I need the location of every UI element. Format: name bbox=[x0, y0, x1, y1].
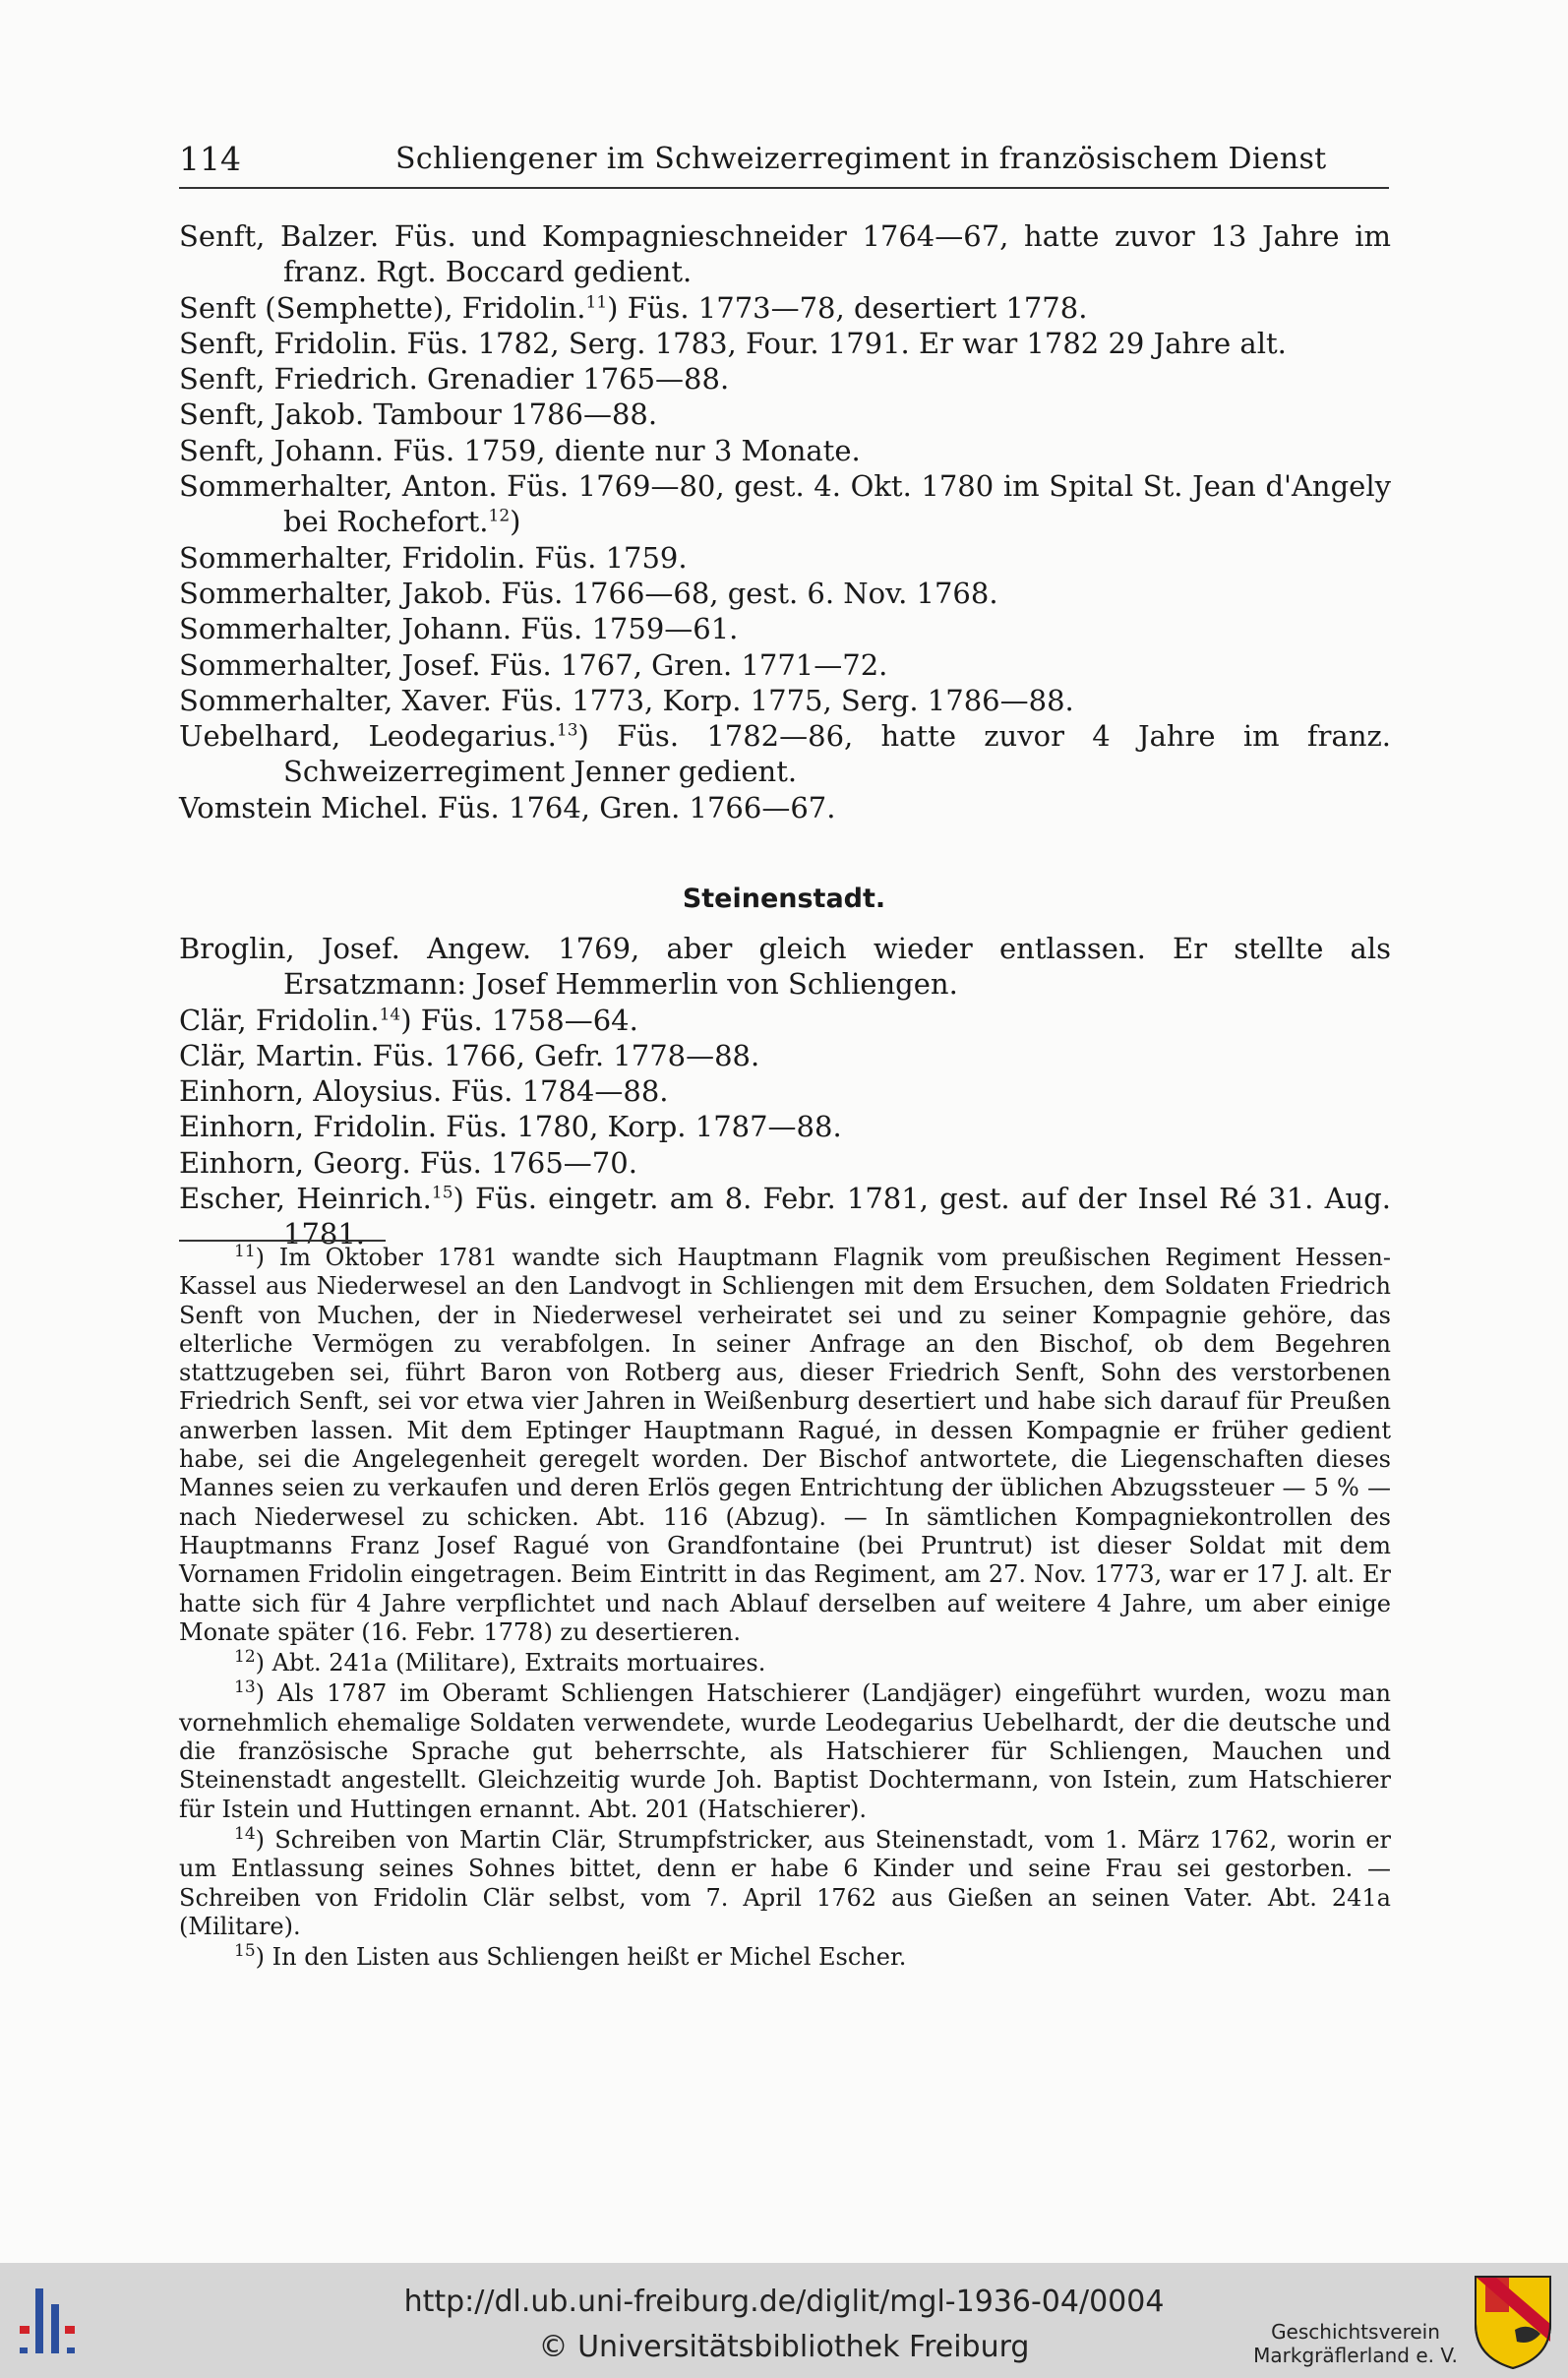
section-heading: Steinenstadt. bbox=[682, 884, 886, 914]
steinenstadt-roster bbox=[179, 931, 1391, 1252]
roster-entry: Senft, Jakob. Tambour 1786—88. bbox=[179, 397, 658, 432]
running-title: Schliengener im Schweizerregiment in französischem Dienst bbox=[395, 142, 1327, 176]
roster-entry: Senft (Semphette), Fridolin.$^{11}$) Füs. 1773—78, desertiert 1778. bbox=[179, 290, 1088, 325]
schliengen-roster bbox=[179, 218, 1391, 825]
footnote-ref: 11 bbox=[585, 291, 608, 312]
footnote: $^{12}$) Abt. 241a (Militare), Extraits mortuaires. bbox=[234, 1647, 766, 1677]
roster-entry: Uebelhard, Leodegarius.$^{13}$) Füs. 1782—86, hatte zuvor 4 Jahre im franz. Schweizerregiment Jenner gedient. bbox=[179, 719, 1391, 789]
footnote-number: 12 bbox=[234, 1647, 256, 1668]
roster-entry: Einhorn, Fridolin. Füs. 1780, Korp. 1787—88. bbox=[179, 1110, 842, 1144]
viewer-footer bbox=[0, 2263, 1568, 2378]
page-number: 114 bbox=[179, 140, 241, 178]
footnote-number: 14 bbox=[234, 1823, 256, 1844]
footnote-number: 13 bbox=[234, 1677, 256, 1698]
footnote: $^{15}$) In den Listen aus Schliengen heißt er Michel Escher. bbox=[234, 1941, 907, 1972]
document-url-link[interactable]: http://dl.ub.uni-freiburg.de/diglit/mgl-1936-04/0004 bbox=[403, 2285, 1165, 2319]
society-crest-icon bbox=[1472, 2273, 1554, 2371]
roster-entry: Clär, Fridolin.$^{14}$) Füs. 1758—64. bbox=[179, 1003, 638, 1037]
footnote-ref: 14 bbox=[379, 1004, 401, 1024]
roster-entry: Senft, Fridolin. Füs. 1782, Serg. 1783, Four. 1791. Er war 1782 29 Jahre alt. bbox=[179, 326, 1287, 360]
footnote: $^{11}$) Im Oktober 1781 wandte sich Hauptmann Flagnik vom preußischen Regiment Hessen-Kassel aus Niederwesel an den Landvogt in Schliengen mit dem Ersuchen, dem Soldaten Friedrich Senft von Muchen, der in Niederwesel verheiratet sei und zu seiner Kompagnie gehöre, das elterliche Vermögen zu verabfolgen. In seiner Anfrage an den Bischof, ob dem Begehren stattzugeben sei, führt Baron von Rotberg aus, dieser Friedrich Senft, Sohn des verstorbenen Friedrich Senft, sei vor etwa vier Jahren in Weißenburg desertiert und habe sich darauf für Preußen anwerben lassen. Mit dem Eptinger Hauptmann Ragué, in dessen Kompagnie er früher gedient habe, sei die Angelegenheit geregelt worden. Der Bischof antwortete, die Liegenschaften dieses Mannes seien zu verkaufen und deren Erlös gegen Entrichtung der üblichen Abzugssteuer — 5 % — nach Niederwesel zu schicken. Abt. 116 (Abzug). — In sämtlichen Kompagniekontrollen des Hauptmanns Franz Josef Ragué von Grandfontaine (bei Pruntrut) ist dieser Soldat mit dem Vornamen Fridolin eingetragen. Beim Eintritt in das Regiment, am 27. Nov. 1773, war er 17 J. alt. Er hatte sich für 4 Jahre verpflichtet und nach Ablauf derselben auf weitere 4 Jahre, um aber einige Monate später (16. Febr. 1778) zu desertieren. bbox=[179, 1242, 1391, 1646]
roster-entry: Sommerhalter, Jakob. Füs. 1766—68, gest. 6. Nov. 1768. bbox=[179, 576, 998, 610]
roster-entry: Sommerhalter, Fridolin. Füs. 1759. bbox=[179, 540, 688, 575]
roster-entry: Einhorn, Aloysius. Füs. 1784—88. bbox=[179, 1074, 669, 1109]
footnote-ref: 15 bbox=[431, 1183, 453, 1203]
footnote: $^{14}$) Schreiben von Martin Clär, Strumpfstricker, aus Steinenstadt, vom 1. März 1762, worin er um Entlassung seines Sohnes bittet, denn er habe 6 Kinder und seine Frau sei gestorben. — Schreiben von Fridolin Clär selbst, vom 7. April 1762 aus Gießen an seinen Vater. Abt. 241a (Militare). bbox=[179, 1823, 1391, 1940]
roster-entry: Vomstein Michel. Füs. 1764, Gren. 1766—67. bbox=[179, 790, 836, 824]
footnote-number: 15 bbox=[234, 1941, 256, 1962]
footnote-ref: 12 bbox=[488, 506, 511, 526]
society-name: Geschichtsverein Markgräflerland e. V. bbox=[1253, 2320, 1458, 2367]
footnote-divider bbox=[179, 1240, 386, 1242]
roster-entry: Senft, Balzer. Füs. und Kompagnieschneider 1764—67, hatte zuvor 13 Jahre im franz. Rgt. Boccard gedient. bbox=[179, 219, 1391, 289]
footnotes bbox=[179, 1244, 1391, 1972]
roster-entry: Senft, Friedrich. Grenadier 1765—88. bbox=[179, 362, 730, 396]
footnote-ref: 13 bbox=[556, 720, 578, 741]
roster-entry: Sommerhalter, Xaver. Füs. 1773, Korp. 1775, Serg. 1786—88. bbox=[179, 683, 1074, 717]
roster-entry: Sommerhalter, Anton. Füs. 1769—80, gest. 4. Okt. 1780 im Spital St. Jean d'Angely bei Rochefort.$^{12}$) bbox=[179, 469, 1391, 539]
roster-entry: Sommerhalter, Josef. Füs. 1767, Gren. 1771—72. bbox=[179, 647, 888, 682]
roster-entry: Sommerhalter, Johann. Füs. 1759—61. bbox=[179, 612, 739, 646]
roster-entry: Senft, Johann. Füs. 1759, diente nur 3 Monate. bbox=[179, 433, 861, 467]
roster-entry: Broglin, Josef. Angew. 1769, aber gleich wieder entlassen. Er stellte als Ersatzmann: Josef Hemmerlin von Schliengen. bbox=[179, 932, 1391, 1002]
roster-entry: Clär, Martin. Füs. 1766, Gefr. 1778—88. bbox=[179, 1038, 760, 1072]
roster-entry: Einhorn, Georg. Füs. 1765—70. bbox=[179, 1145, 637, 1180]
page-header bbox=[179, 140, 1389, 189]
roster-entry: Escher, Heinrich.$^{15}$) Füs. eingetr. am 8. Febr. 1781, gest. auf der Insel Ré 31. Aug. 1781. bbox=[179, 1182, 1391, 1251]
copyright-notice: © Universitätsbibliothek Freiburg bbox=[538, 2330, 1030, 2364]
footnote-number: 11 bbox=[234, 1242, 256, 1261]
footnote: $^{13}$) Als 1787 im Oberamt Schliengen Hatschierer (Landjäger) eingeführt wurden, wozu man vornehmlich ehemalige Soldaten verwendete, wurde Leodegarius Uebelhardt, der die deutsche und die französische Sprache gut beherrschte, als Hatschierer für Schliengen, Mauchen und Steinenstadt angestellt. Gleichzeitig wurde Joh. Baptist Dochtermann, von Istein, zum Hatschierer für Istein und Huttingen ernannt. Abt. 201 (Hatschierer). bbox=[179, 1677, 1391, 1823]
